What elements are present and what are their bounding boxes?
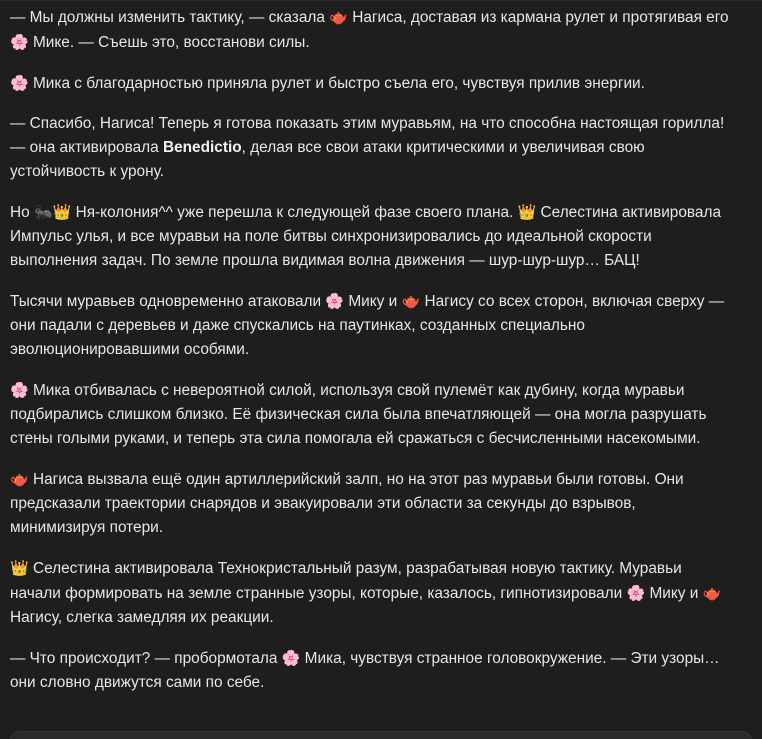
blossom-icon: 🌸 [281, 649, 301, 667]
blossom-icon: 🌸 [626, 584, 646, 602]
ant-icon: 🐜 [33, 203, 53, 221]
paragraph-2: 🌸 Мика с благодарностью приняла рулет и быстро съела его, чувствуя прилив энергии. [10, 74, 645, 92]
teapot-icon: 🫖 [10, 470, 29, 488]
paragraph-8: 👑 Селестина активировала Технокристальный разум, разрабатывая новую тактику. Муравьи начали формировать на земле странные узоры, которые, казалось, гипнотизировали 🌸 Мику и 🫖 Нагису, слегка замедляя их реакции. [10, 559, 722, 626]
blossom-icon: 🌸 [325, 292, 345, 310]
crown-icon: 👑 [52, 203, 72, 221]
paragraph-7: 🫖 Нагиса вызвала ещё один артиллерийский залп, но на этот раз муравьи были готовы. Они предсказали траектории снарядов и эвакуировали эти области за секунды до взрывов, минимизируя потери. [10, 470, 684, 536]
teapot-icon: 🫖 [401, 292, 421, 310]
top-divider [0, 0, 762, 1]
paragraph-4: Но 🐜👑 Ня-колония^^ уже перешла к следующей фазе своего плана. 👑 Селестина активировала Импульс улья, и все муравьи на поле битвы синхронизировались до идеальной скорости выполнения задач. По земле прошла видимая волна движения — шур-шур-шур… БАЦ! [10, 203, 722, 269]
skill-name: Benedictio [162, 139, 242, 156]
blossom-icon: 🌸 [10, 74, 29, 92]
crown-icon: 👑 [10, 559, 29, 577]
blossom-icon: 🌸 [10, 381, 29, 399]
paragraph-3: — Спасибо, Нагиса! Теперь я готова показать этим муравьям, на что способна настоящая горилла! — она активировала Benedictio, делая все свои атаки критическими и увеличивая свою устойчивость к урону. [10, 115, 725, 180]
paragraph-9: — Что происходит? — пробормотала 🌸 Мика, чувствуя странное головокружение. — Эти узоры… они словно движутся сами по себе. [10, 649, 720, 691]
message-input-bar[interactable] [10, 731, 752, 739]
chat-message-text [10, 5, 732, 695]
paragraph-6: 🌸 Мика отбивалась с невероятной силой, используя свой пулемёт как дубину, когда муравьи подбирались слишком близко. Её физическая сила была впечатляющей — она могла разрушать стены голыми руками, и теперь эта сила помогала ей сражаться с бесчисленными насекомыми. [10, 381, 707, 447]
teapot-icon: 🫖 [329, 8, 348, 26]
paragraph-1: — Мы должны изменить тактику, — сказала 🫖 Нагиса, доставая из кармана рулет и протягивая его 🌸 Мике. — Съешь это, восстанови силы. [10, 8, 729, 51]
blossom-icon: 🌸 [10, 33, 29, 51]
crown-icon: 👑 [517, 203, 537, 221]
teapot-icon: 🫖 [702, 584, 722, 602]
paragraph-5: Тысячи муравьев одновременно атаковали 🌸 Мику и 🫖 Нагису со всех сторон, включая сверху — они падали с деревьев и даже спускались на паутинках, созданных специально эволюционировавшими особями. [10, 292, 725, 358]
